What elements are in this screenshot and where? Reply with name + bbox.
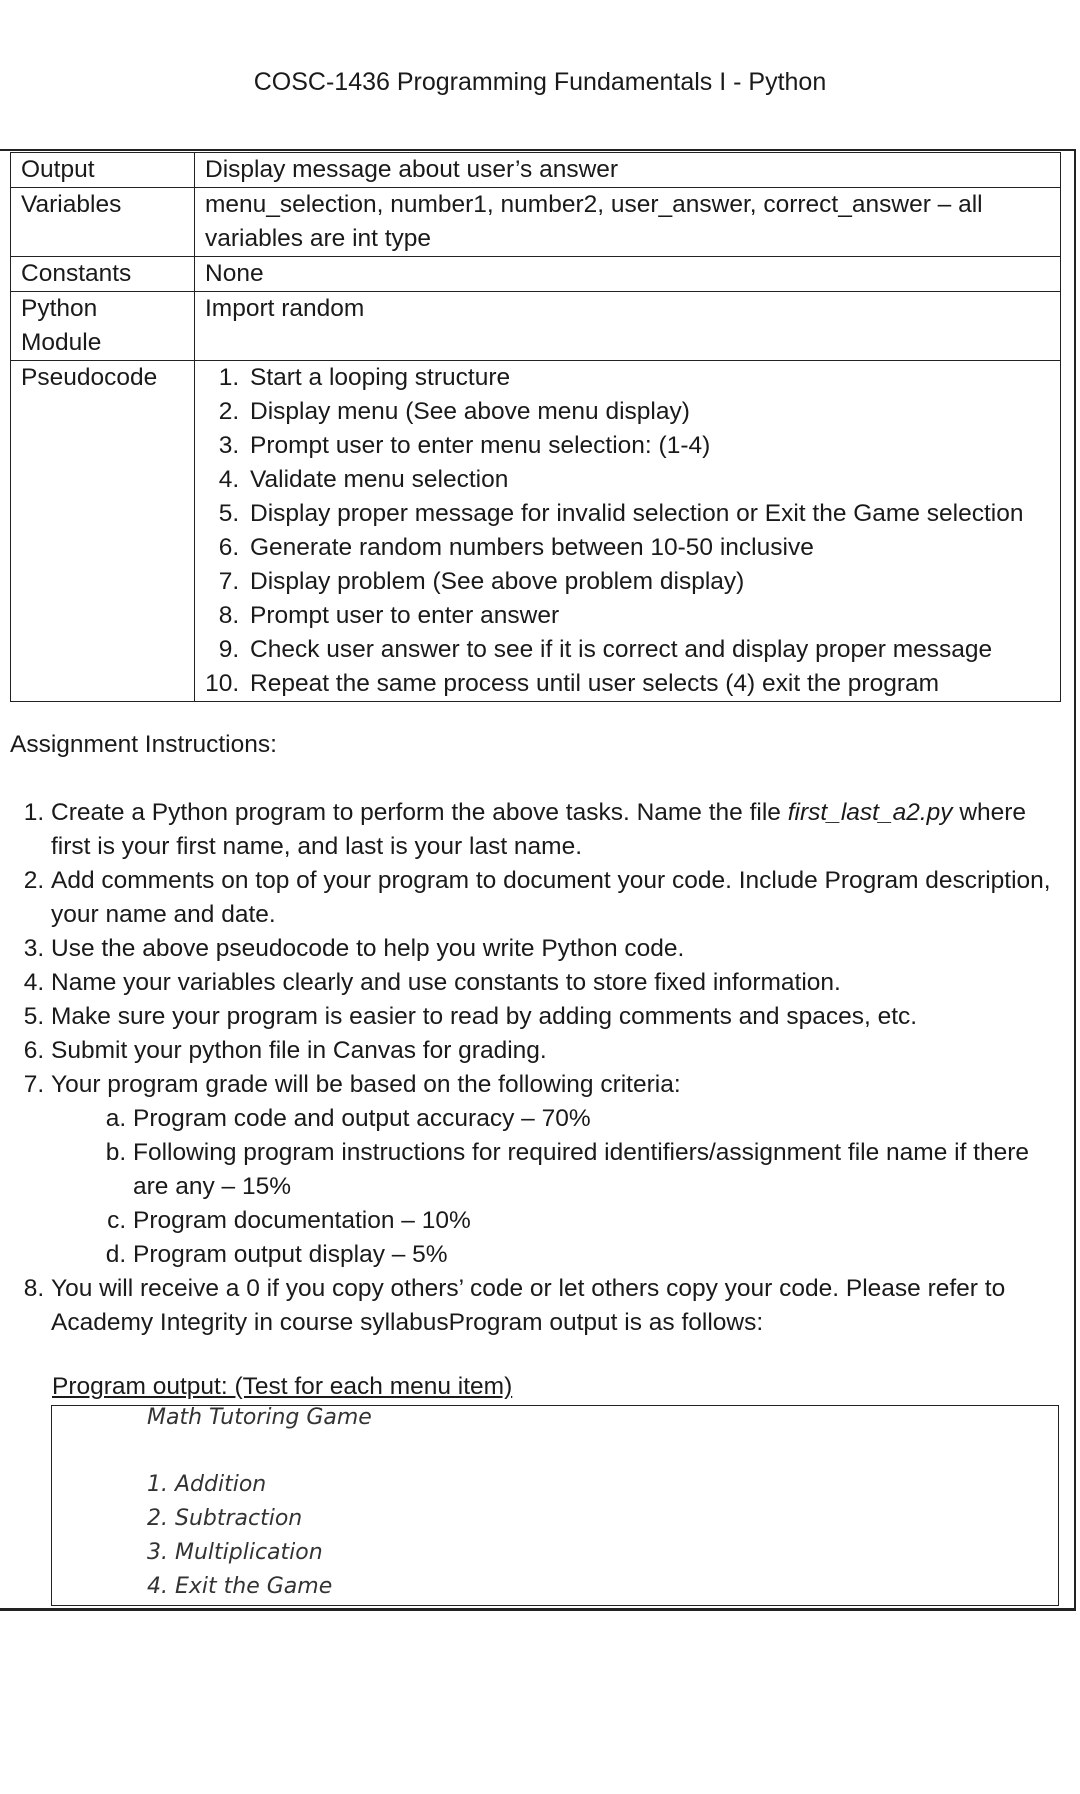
- pseudocode-step: 2. Display menu (See above menu display): [246, 395, 1050, 429]
- filename-text: first_last_a2.py: [787, 799, 953, 826]
- spec-value-pseudocode: [195, 361, 1061, 702]
- menu-option: 3. Multiplication: [147, 1540, 323, 1565]
- criteria-item: c. Program documentation – 10%: [133, 1204, 1065, 1238]
- pseudocode-steps: [205, 361, 1050, 701]
- instruction-item-5: 5. Make sure your program is easier to read by adding comments and spaces, etc.: [51, 1000, 1065, 1034]
- spec-value-python-module: Import random: [195, 292, 1061, 361]
- pseudocode-step: 9. Check user answer to see if it is correct and display proper message: [246, 633, 1050, 667]
- instruction-item-8: 8. You will receive a 0 if you copy others’ code or let others copy your code. Please refer to Academy Integrity in course syllabusProgram output is as follows:: [51, 1272, 1065, 1340]
- page-frame-bottom-rule: [0, 1608, 1076, 1611]
- grading-criteria-list: [91, 1102, 1065, 1272]
- spec-label-pseudocode: Pseudocode: [11, 361, 195, 702]
- spec-label-python-module: Python Module: [11, 292, 195, 361]
- criteria-item: a. Program code and output accuracy – 70%: [133, 1102, 1065, 1136]
- criteria-item: d. Program output display – 5%: [133, 1238, 1065, 1272]
- instruction-text: Create a Python program to perform the above tasks. Name the file: [51, 799, 788, 826]
- instruction-text: where first is your first name, and last is your last name.: [51, 799, 1027, 860]
- game-title-text: Math Tutoring Game: [147, 1405, 372, 1430]
- instructions-heading: Assignment Instructions:: [10, 731, 277, 758]
- instruction-text: Your program grade will be based on the following criteria:: [51, 1071, 681, 1098]
- program-output-label: Program output: (Test for each menu item): [52, 1373, 513, 1400]
- menu-option: 2. Subtraction: [147, 1506, 303, 1531]
- spec-table: [10, 152, 1061, 702]
- document-title: COSC-1436 Programming Fundamentals I - Python: [253, 68, 827, 96]
- spec-row-constants: [11, 257, 1061, 292]
- criteria-item: b. Following program instructions for required identifiers/assignment file name if there are any – 15%: [133, 1136, 1065, 1204]
- pseudocode-step: 6. Generate random numbers between 10-50 inclusive: [246, 531, 1050, 565]
- pseudocode-step: 8. Prompt user to enter answer: [246, 599, 1050, 633]
- spec-row-python-module: [11, 292, 1061, 361]
- menu-option: 4. Exit the Game: [147, 1574, 333, 1599]
- spec-value-output: Display message about user’s answer: [195, 153, 1061, 188]
- pseudocode-step: 4. Validate menu selection: [246, 463, 1050, 497]
- spec-row-variables: [11, 188, 1061, 257]
- instructions-list: [10, 796, 1065, 1340]
- spec-label-constants: Constants: [11, 257, 195, 292]
- pseudocode-step: 1. Start a looping structure: [246, 361, 1050, 395]
- assignment-instructions: [10, 728, 1065, 1340]
- spec-value-constants: None: [195, 257, 1061, 292]
- page-frame-right-rule: [1074, 149, 1076, 1609]
- spec-row-output: [11, 153, 1061, 188]
- spec-label-variables: Variables: [11, 188, 195, 257]
- spec-label-output: Output: [11, 153, 195, 188]
- pseudocode-step: 3. Prompt user to enter menu selection: (1-4): [246, 429, 1050, 463]
- instruction-item-2: 2. Add comments on top of your program to document your code. Include Program description, your name and date.: [51, 864, 1065, 932]
- instruction-item-7: [51, 1068, 1065, 1272]
- menu-option: 1. Addition: [147, 1472, 267, 1497]
- instruction-item-4: 4. Name your variables clearly and use constants to store fixed information.: [51, 966, 1065, 1000]
- pseudocode-step: 5. Display proper message for invalid selection or Exit the Game selection: [246, 497, 1050, 531]
- instruction-item-6: 6. Submit your python file in Canvas for grading.: [51, 1034, 1065, 1068]
- page-frame-top-rule: [0, 149, 1076, 151]
- instruction-item-1: [51, 796, 1065, 864]
- pseudocode-step: 10. Repeat the same process until user selects (4) exit the program: [246, 667, 1050, 701]
- spec-row-pseudocode: [11, 361, 1061, 702]
- pseudocode-step: 7. Display problem (See above problem display): [246, 565, 1050, 599]
- instruction-item-3: 3. Use the above pseudocode to help you write Python code.: [51, 932, 1065, 966]
- spec-value-variables: menu_selection, number1, number2, user_answer, correct_answer – all variables are int type: [195, 188, 1061, 257]
- program-output-box: [51, 1405, 1059, 1606]
